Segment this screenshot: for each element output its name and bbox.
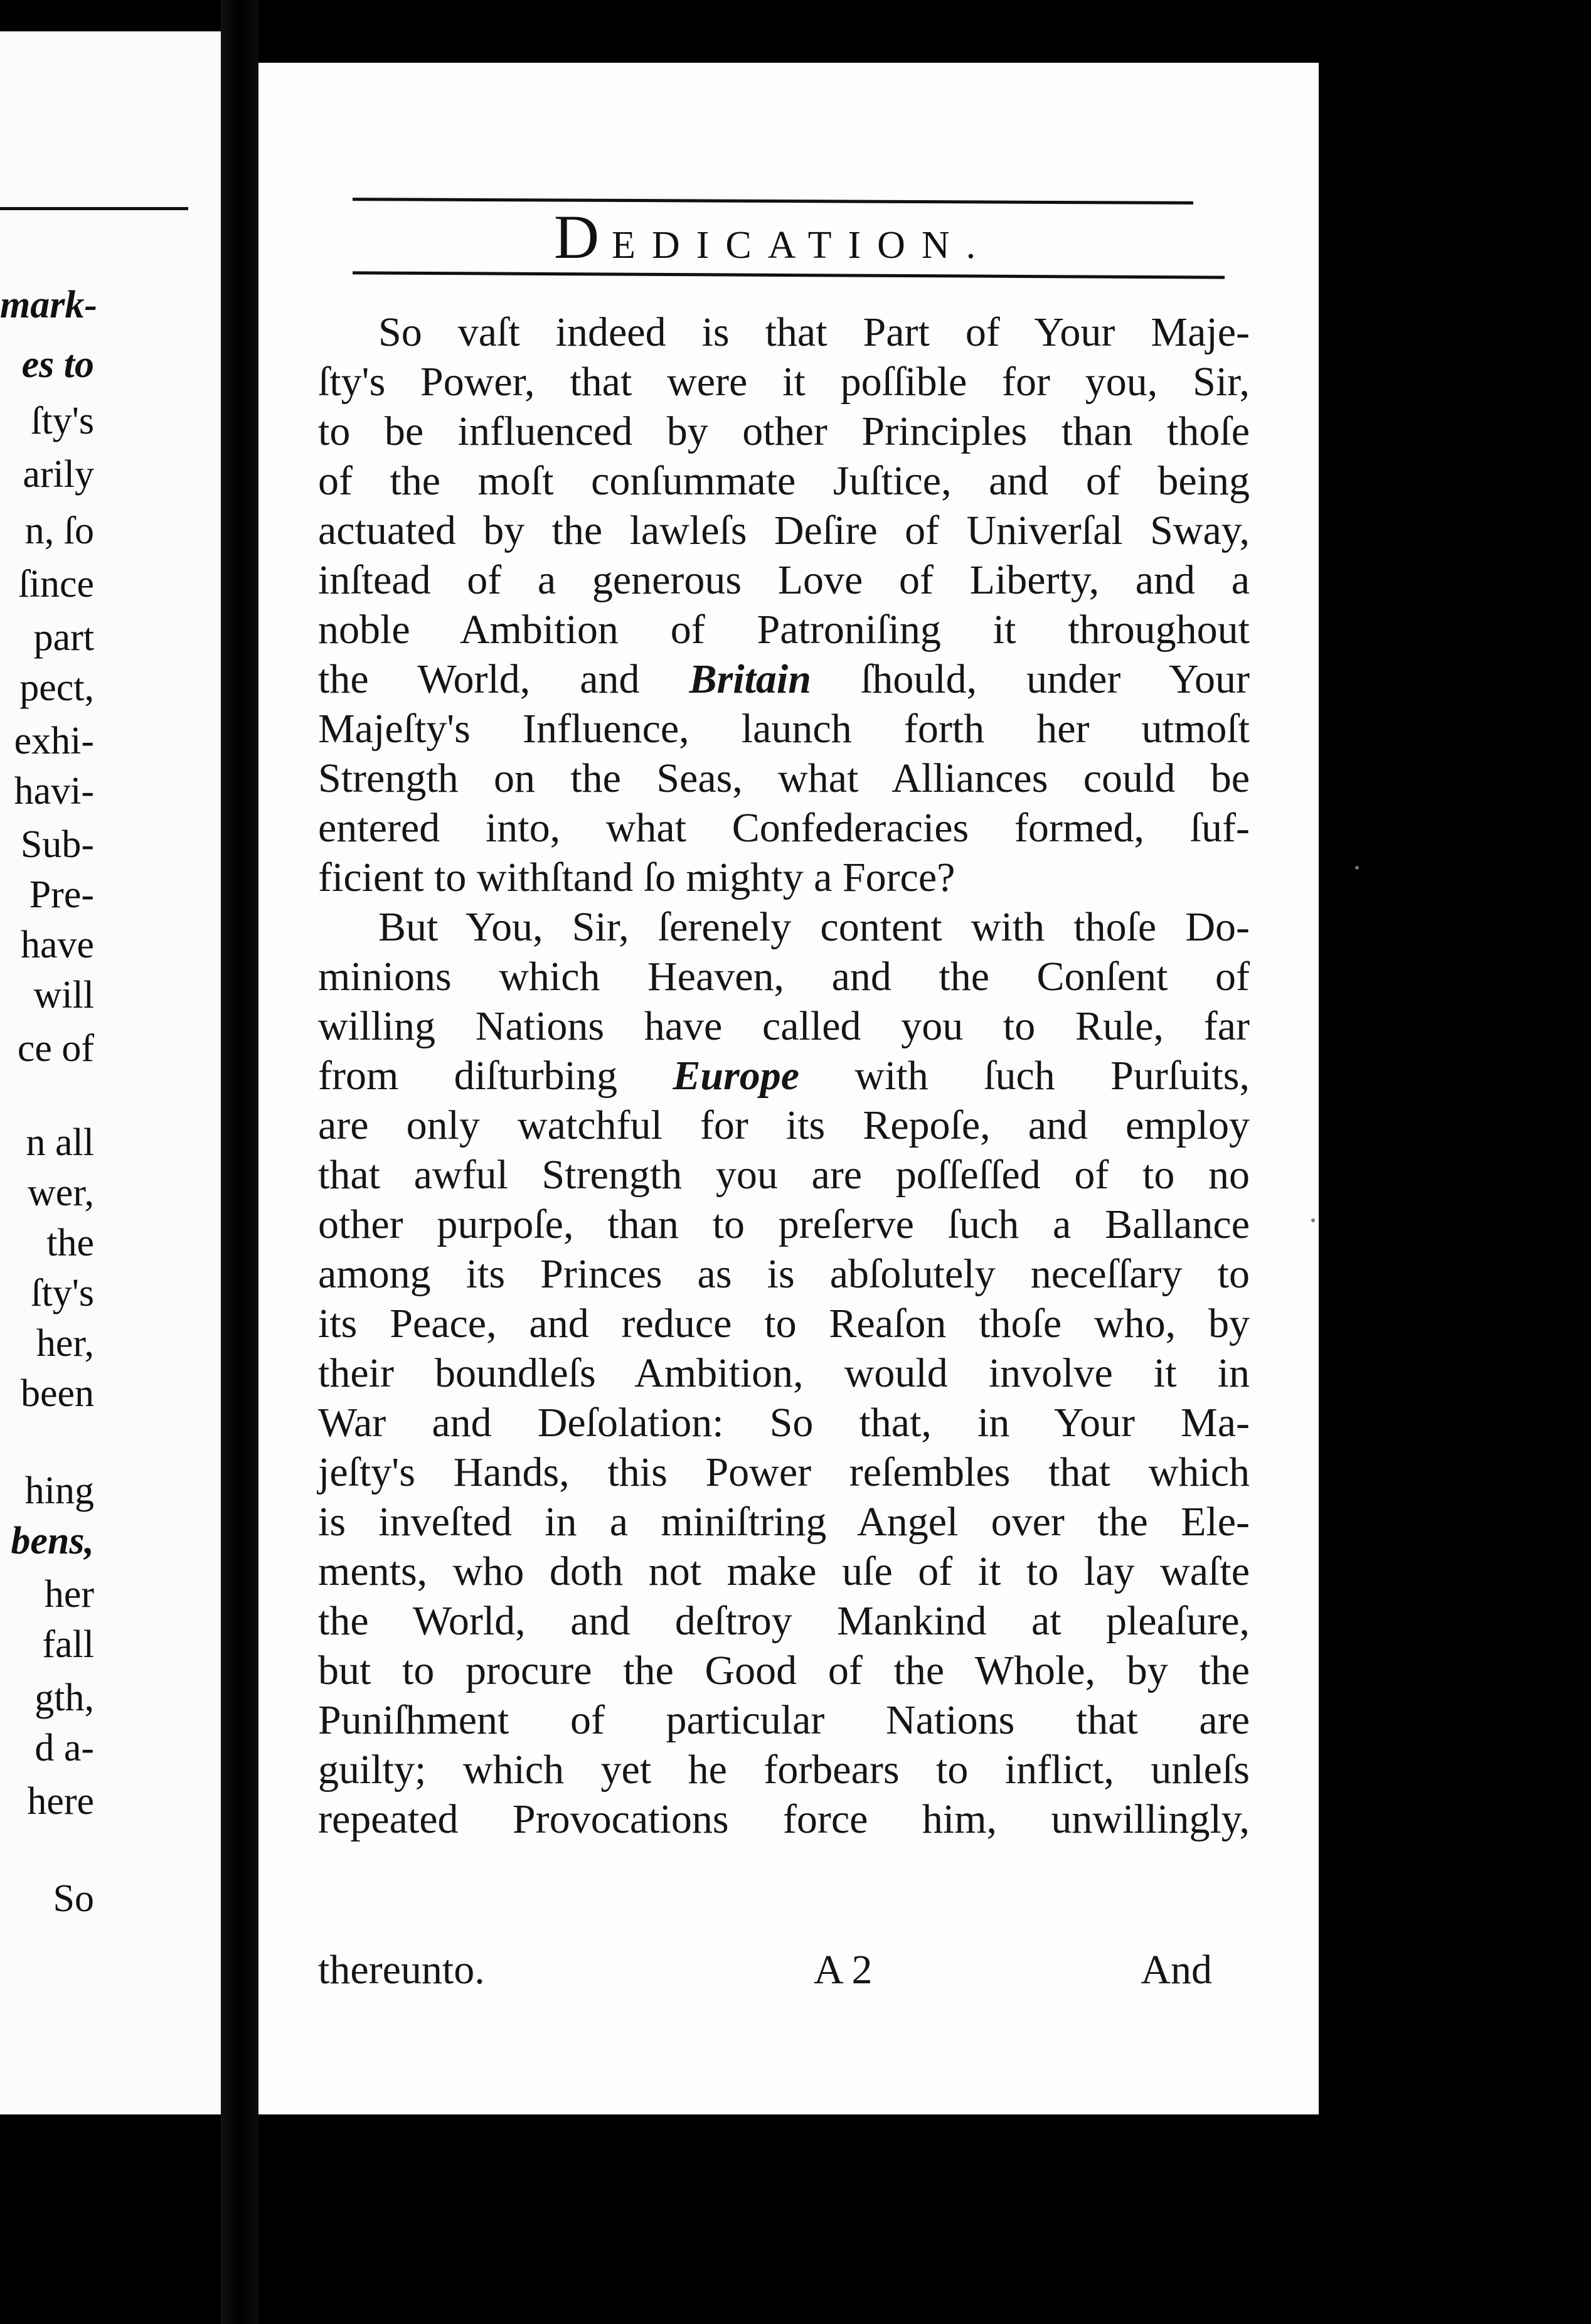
facing-page-line (0, 1575, 94, 1614)
facing-page-line (0, 1879, 94, 1918)
facing-page-line-text: n all (26, 1121, 94, 1164)
scan-speck (1311, 1218, 1315, 1222)
text-line (318, 555, 1250, 605)
facing-page-line-text: es to (21, 343, 94, 386)
facing-page-line-text: exhi- (14, 720, 94, 762)
text-run: are only watchful for its Repoſe, and employ (318, 1102, 1250, 1148)
facing-page-line-text: pect, (19, 666, 94, 709)
facing-page-line-text: here (27, 1780, 94, 1823)
text-line (318, 407, 1250, 456)
facing-page-line (0, 345, 94, 384)
facing-page-line-text: bens, (11, 1520, 94, 1562)
facing-page-line (0, 925, 94, 964)
catchword: And (1141, 1947, 1212, 1993)
text-run: that awful Strength you are poſſeſſed of to no (318, 1152, 1250, 1198)
text-run: the World, and deſtroy Mankind at pleaſure, (318, 1598, 1250, 1644)
text-line (318, 1447, 1250, 1497)
facing-page-line-text: n, ſo (24, 509, 94, 552)
italic-proper-noun: Britain (689, 656, 811, 702)
text-run: from diſturbing (318, 1053, 673, 1099)
facing-page-line (0, 1173, 94, 1212)
facing-page-line-text: Sub- (20, 823, 94, 866)
text-run: with ſuch Purſuits, (799, 1053, 1250, 1099)
text-run: inſtead of a generous Love of Liberty, and a (318, 557, 1250, 603)
text-line (318, 1745, 1250, 1794)
page-heading (353, 202, 1193, 272)
body-text (318, 307, 1250, 1844)
text-line (318, 654, 1250, 704)
italic-proper-noun: Europe (673, 1053, 800, 1099)
text-line (318, 704, 1250, 754)
text-run: But You, Sir, ſerenely content with thoſe Do- (378, 904, 1250, 950)
text-line (318, 1299, 1250, 1348)
binding-gutter (221, 0, 258, 2324)
text-run: guilty; which yet he forbears to inflict, unleſs (318, 1747, 1250, 1793)
facing-page-line (0, 1029, 94, 1068)
facing-page-line-text: havi- (14, 770, 94, 813)
text-line (318, 902, 1250, 952)
facing-page-line (0, 284, 97, 326)
text-run: ſty's Power, that were it poſſible for you, Sir, (318, 359, 1250, 405)
facing-page-line (0, 1729, 94, 1767)
text-run: minions which Heaven, and the Conſent of (318, 954, 1250, 999)
text-run: willing Nations have called you to Rule, far (318, 1003, 1250, 1049)
facing-page-line (0, 1471, 94, 1510)
heading-initial: D (553, 202, 612, 272)
facing-page-line-text: Pre- (29, 873, 94, 916)
facing-page-line (0, 1782, 94, 1821)
text-run: War and Deſolation: So that, in Your Ma- (318, 1400, 1250, 1446)
text-line (318, 605, 1250, 654)
facing-page-line (0, 722, 94, 760)
facing-page-left (0, 31, 221, 2114)
text-run: ments, who doth not make uſe of it to lay waſte (318, 1548, 1250, 1594)
facing-page-line (0, 1123, 94, 1162)
text-line (318, 1794, 1250, 1844)
text-run: ſhould, under Your (811, 656, 1250, 702)
text-line (318, 1051, 1250, 1101)
facing-page-line (0, 402, 94, 440)
heading-rest: EDICATION. (612, 224, 992, 267)
facing-page-line-text: wer, (28, 1171, 94, 1214)
facing-page-line-text: ſty's (31, 400, 94, 442)
text-line (318, 307, 1250, 357)
text-line (318, 1695, 1250, 1745)
facing-page-line-text: ſty's (31, 1272, 94, 1314)
facing-page-line (0, 976, 94, 1015)
text-run: among its Princes as is abſolutely neceſſary to (318, 1251, 1250, 1297)
text-run: Strength on the Seas, what Alliances could be (318, 755, 1250, 801)
text-run: their boundleſs Ambition, would involve it in (318, 1350, 1250, 1396)
facing-page-line (0, 668, 94, 707)
facing-page-line (0, 565, 94, 604)
text-run: entered into, what Confederacies formed, ſuf- (318, 805, 1250, 851)
text-line (318, 754, 1250, 803)
facing-page-line-text: ce of (17, 1027, 94, 1070)
final-line: thereunto. (318, 1947, 485, 1993)
text-run: to be influenced by other Principles than thoſe (318, 408, 1250, 454)
facing-page-line-text: d a- (35, 1727, 94, 1769)
header-rule-bottom (353, 271, 1225, 279)
facing-page-line-text: arily (23, 453, 94, 496)
facing-page-line (0, 1324, 94, 1363)
facing-page-line (0, 875, 94, 914)
facing-page-line (0, 1678, 94, 1717)
page-footer-line (318, 1945, 1212, 1995)
text-run: the World, and (318, 656, 689, 702)
text-run: its Peace, and reduce to Reaſon thoſe who, by (318, 1301, 1250, 1346)
dedication-page (258, 63, 1319, 2114)
signature-mark: A 2 (814, 1947, 873, 1993)
text-line (318, 853, 1250, 902)
text-run: is inveſted in a miniſtring Angel over the Ele- (318, 1499, 1250, 1545)
facing-page-rule (0, 207, 188, 210)
text-line (318, 803, 1250, 853)
text-line (318, 1249, 1250, 1299)
facing-page-line-text: will (33, 974, 94, 1016)
facing-page-line-text: part (33, 616, 94, 659)
facing-page-line (0, 1274, 94, 1313)
text-line (318, 1596, 1250, 1646)
facing-page-line (0, 511, 94, 550)
text-run: So vaſt indeed is that Part of Your Maje- (378, 309, 1250, 355)
facing-page-line (0, 455, 94, 494)
text-line (318, 1200, 1250, 1249)
text-line (318, 952, 1250, 1001)
text-line (318, 1001, 1250, 1051)
facing-page-line-text: gth, (35, 1676, 94, 1719)
facing-page-line-text: mark- (0, 284, 97, 326)
facing-page-line (0, 618, 94, 657)
text-run: repeated Provocations force him, unwillingly, (318, 1796, 1250, 1842)
text-run: jeſty's Hands, this Power reſembles that which (318, 1449, 1250, 1495)
facing-page-line-text: have (20, 924, 94, 966)
scan-speck (1355, 866, 1359, 870)
facing-page-line-text: So (53, 1877, 94, 1920)
text-run: ficient to withſtand ſo mighty a Force? (318, 855, 955, 900)
facing-page-line (0, 1625, 94, 1664)
text-line (318, 1547, 1250, 1596)
text-run: but to procure the Good of the Whole, by the (318, 1648, 1250, 1693)
text-line (318, 357, 1250, 407)
header-rule-top (353, 198, 1193, 205)
text-run: other purpoſe, than to preſerve ſuch a Ballance (318, 1202, 1250, 1247)
text-line (318, 456, 1250, 506)
facing-page-line (0, 825, 94, 864)
facing-page-line-text: the (46, 1222, 94, 1264)
background-edge (1319, 63, 1591, 2114)
text-run: of the moſt conſummate Juſtice, and of being (318, 458, 1250, 504)
facing-page-line-text: her (44, 1573, 94, 1616)
facing-page-line (0, 1522, 94, 1560)
facing-page-line (0, 1374, 94, 1413)
text-line (318, 1348, 1250, 1398)
facing-page-line-text: her, (36, 1322, 94, 1365)
text-line (318, 1398, 1250, 1447)
text-run: Majeſty's Influence, launch forth her utmoſt (318, 706, 1250, 752)
text-line (318, 1101, 1250, 1150)
facing-page-line-text: been (20, 1372, 94, 1415)
text-run: Puniſhment of particular Nations that are (318, 1697, 1250, 1743)
text-line (318, 506, 1250, 555)
text-line (318, 1646, 1250, 1695)
text-line (318, 1497, 1250, 1547)
text-run: noble Ambition of Patroniſing it throughout (318, 607, 1250, 653)
facing-page-line-text: hing (24, 1469, 94, 1512)
facing-page-line-text: ſince (18, 563, 94, 605)
facing-page-line (0, 1223, 94, 1262)
text-run: actuated by the lawleſs Deſire of Univerſal Sway, (318, 508, 1250, 553)
text-line (318, 1150, 1250, 1200)
facing-page-line-text: fall (42, 1623, 94, 1666)
facing-page-line (0, 772, 94, 811)
